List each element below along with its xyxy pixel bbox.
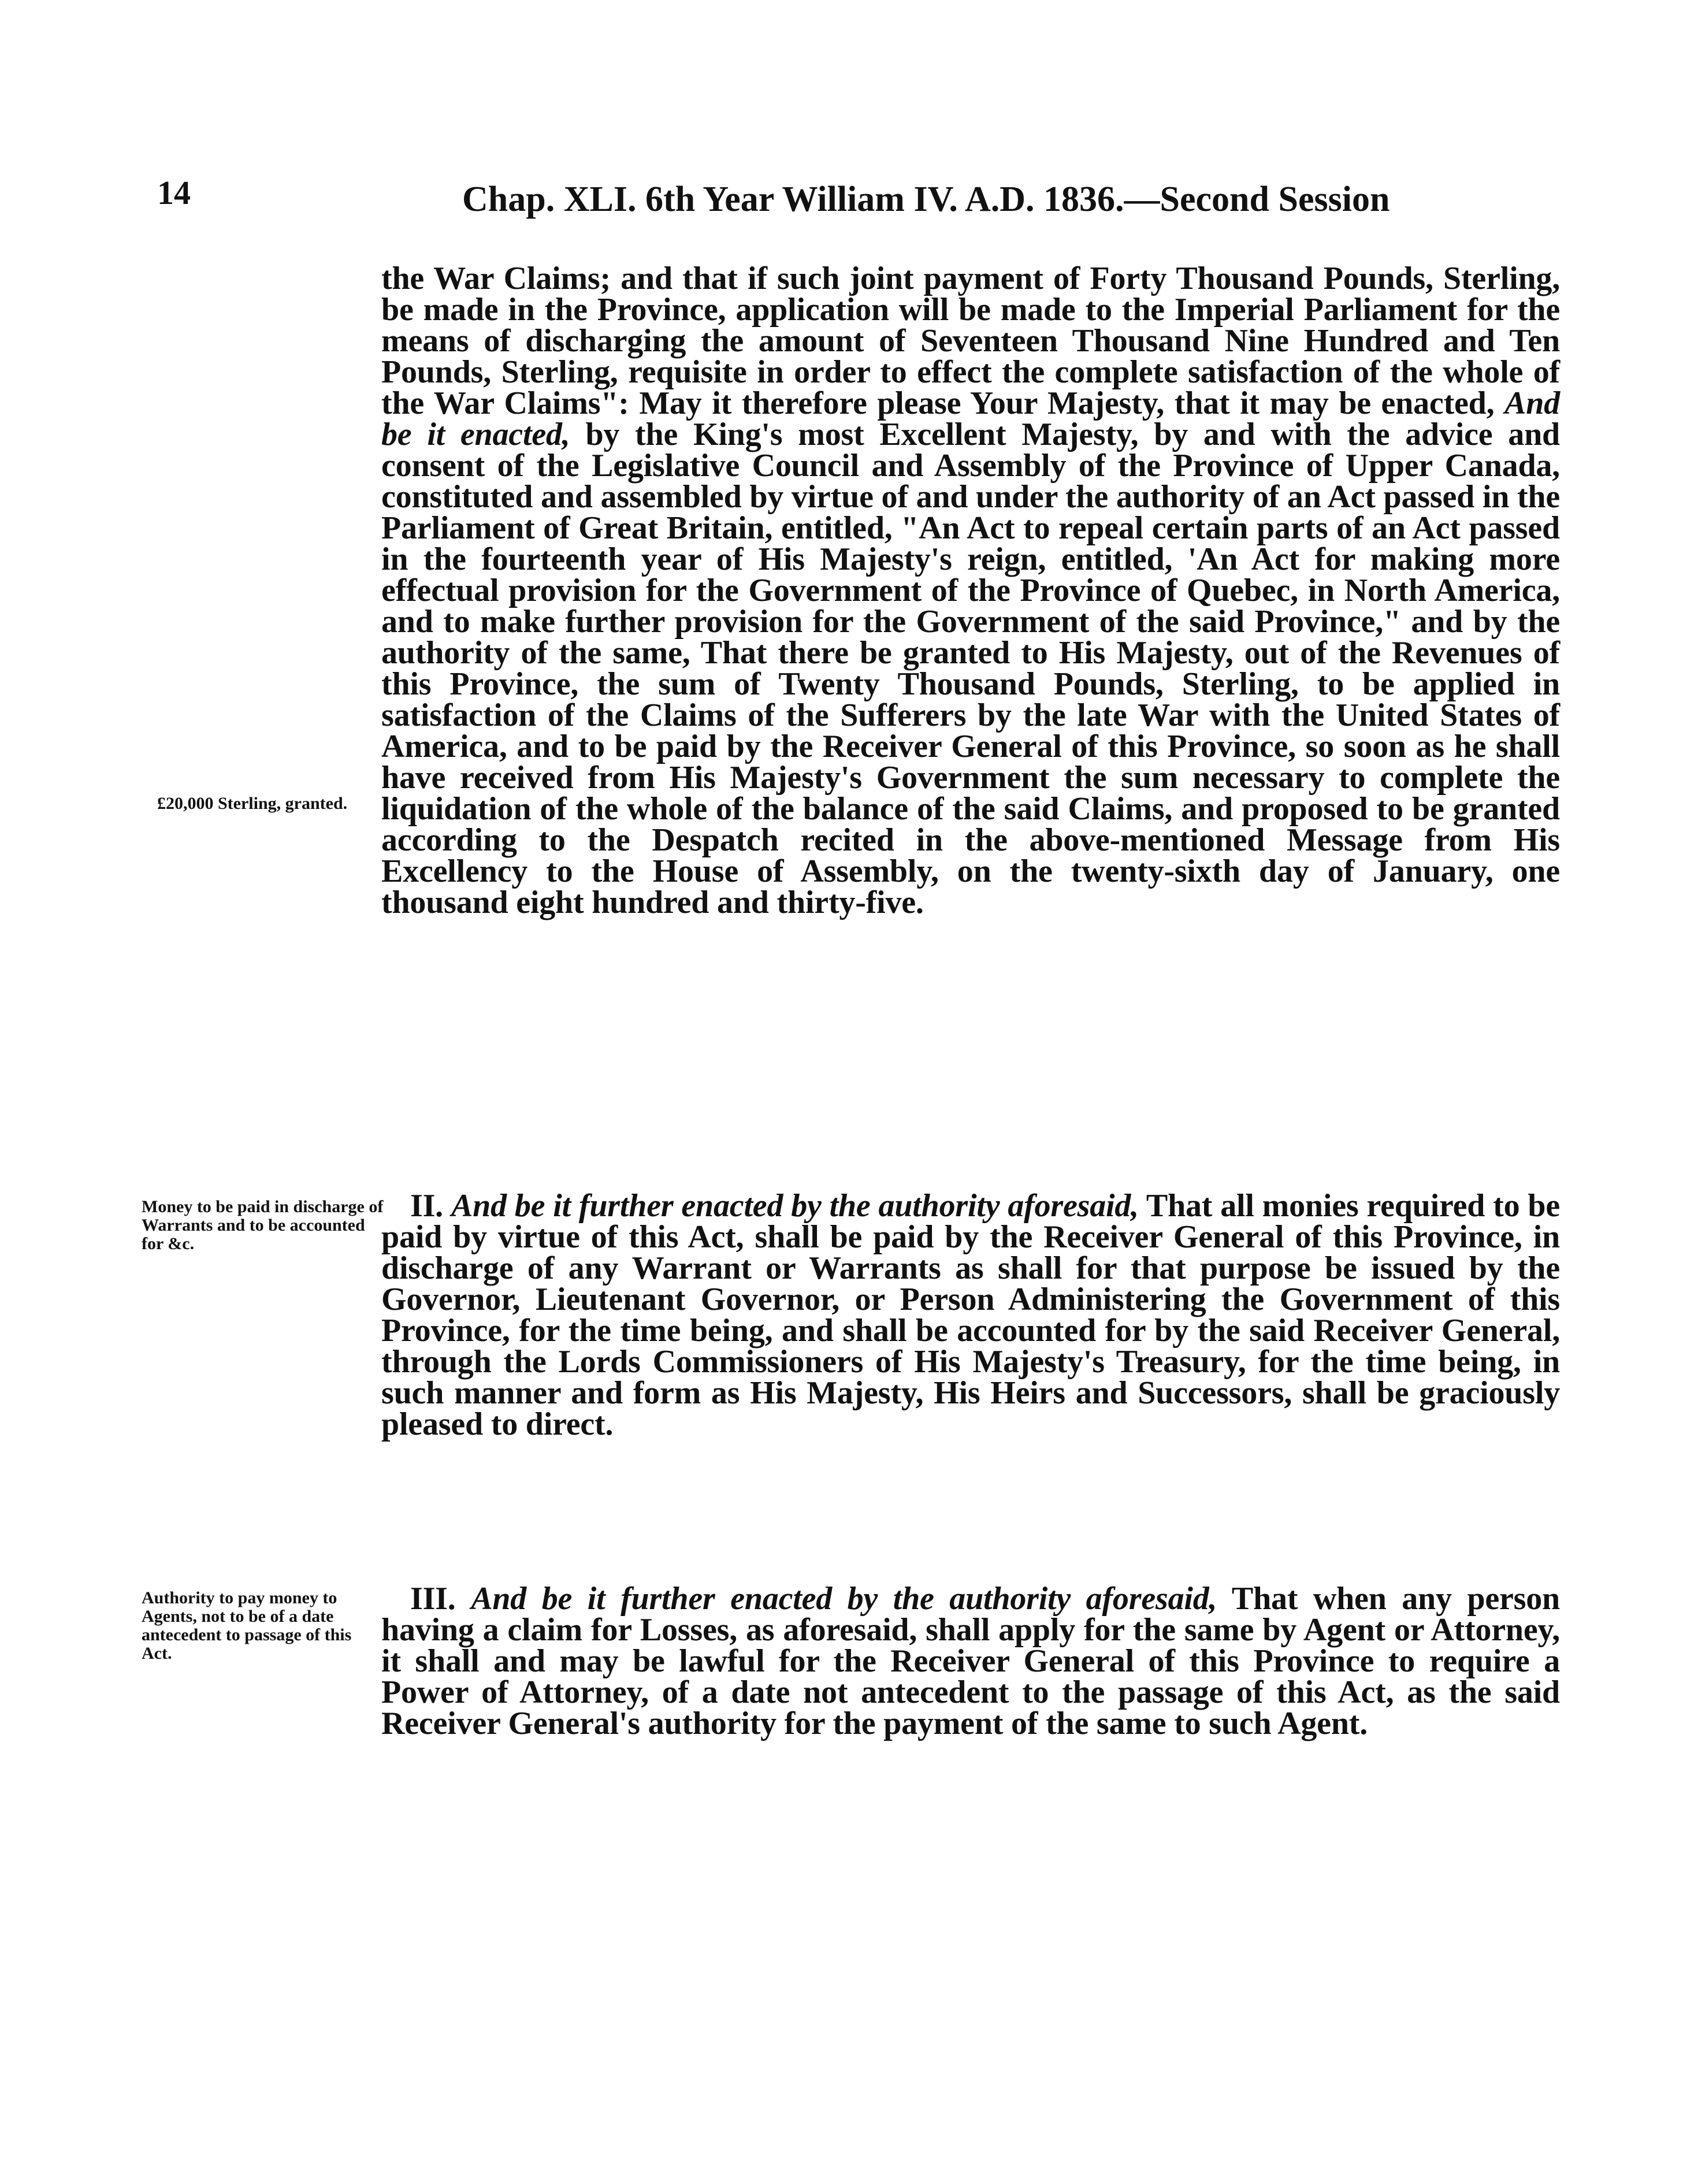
paragraph-1-text-b: by the King's most Excellent Majesty, by and with the advice and consent of the Legislative Council and Assembly of the Province of Upper Canada, constituted and assembled by virtue of and under the authority of an Act passed in the Parliament of Great Britain, entitled, "An Act to repeal certain parts of an Act passed in the fourteenth year of His Majesty's reign, entitled, 'An Act for making more effectual provision for the Government of the Province of Quebec, in North America, and to make further provision for the Government of the said Province," and by the authority of the same, That there be granted to His Majesty, out of the Revenues of this Province, the sum of Twenty Thousand Pounds, Sterling, to be applied in satisfaction of the Claims of the Sufferers by the late War with the United States of America, and to be paid by the Receiver General of this Province, so soon as he shall have received from His Majesty's Government the sum necessary to complete the liquidation of the whole of the balance of the said Claims, and proposed to be granted according to the Despatch recited in the above-mentioned Message from His Excellency to the House of Assembly, on the twenty-sixth day of January, one thousand eight hundred and thirty-five.: [381, 417, 1560, 920]
paragraph-1: [381, 263, 1560, 918]
paragraph-1-text-a: the War Claims; and that if such joint payment of Forty Thousand Pounds, Sterling, be made in the Province, application will be made to the Imperial Parliament for the means of discharging the amount of Seventeen Thousand Nine Hundred and Ten Pounds, Sterling, requisite in order to effect the complete satisfaction of the whole of the War Claims": May it therefore please Your Majesty, that it may be enacted,: [381, 261, 1560, 421]
marginal-note-grant: £20,000 Sterling, granted.: [157, 794, 348, 813]
section-3-text: That when any person having a claim for Losses, as aforesaid, shall apply for the same by Agent or Attorney, it shall and may be lawful for the Receiver General of this Province to require a Power of Attorney, of a date not antecedent to the passage of this Act, as the said Receiver General's authority for the payment of the same to such Agent.: [381, 1581, 1560, 1741]
paragraph-3: [381, 1583, 1560, 1739]
marginal-note-payment: Money to be paid in discharge of Warrants and to be accounted for &c.: [142, 1197, 384, 1253]
section-3-lead: And be it further enacted by the authority aforesaid,: [471, 1581, 1217, 1617]
enacting-phrase: And be it enacted,: [381, 385, 1560, 452]
marginal-note-agents: Authority to pay money to Agents, not to be of a date antecedent to passage of this Act.: [142, 1588, 352, 1663]
section-2-lead: And be it further enacted by the authority aforesaid,: [451, 1188, 1139, 1224]
page-number: 14: [157, 174, 191, 211]
section-2-text: That all monies required to be paid by virtue of this Act, shall be paid by the Receiver General of this Province, in discharge of any Warrant or Warrants as shall for that purpose be issued by the Governor, Lieutenant Governor, or Person Administering the Government of this Province, for the time being, and shall be accounted for by the said Receiver General, through the Lords Commissioners of His Majesty's Treasury, for the time being, in such manner and form as His Majesty, His Heirs and Successors, shall be graciously pleased to direct.: [381, 1188, 1560, 1442]
paragraph-2: [381, 1190, 1560, 1440]
section-number-3: III.: [410, 1581, 456, 1617]
running-head: Chap. XLI. 6th Year William IV. A.D. 1836.—Second Session: [462, 180, 1390, 219]
section-number-2: II.: [410, 1188, 443, 1224]
